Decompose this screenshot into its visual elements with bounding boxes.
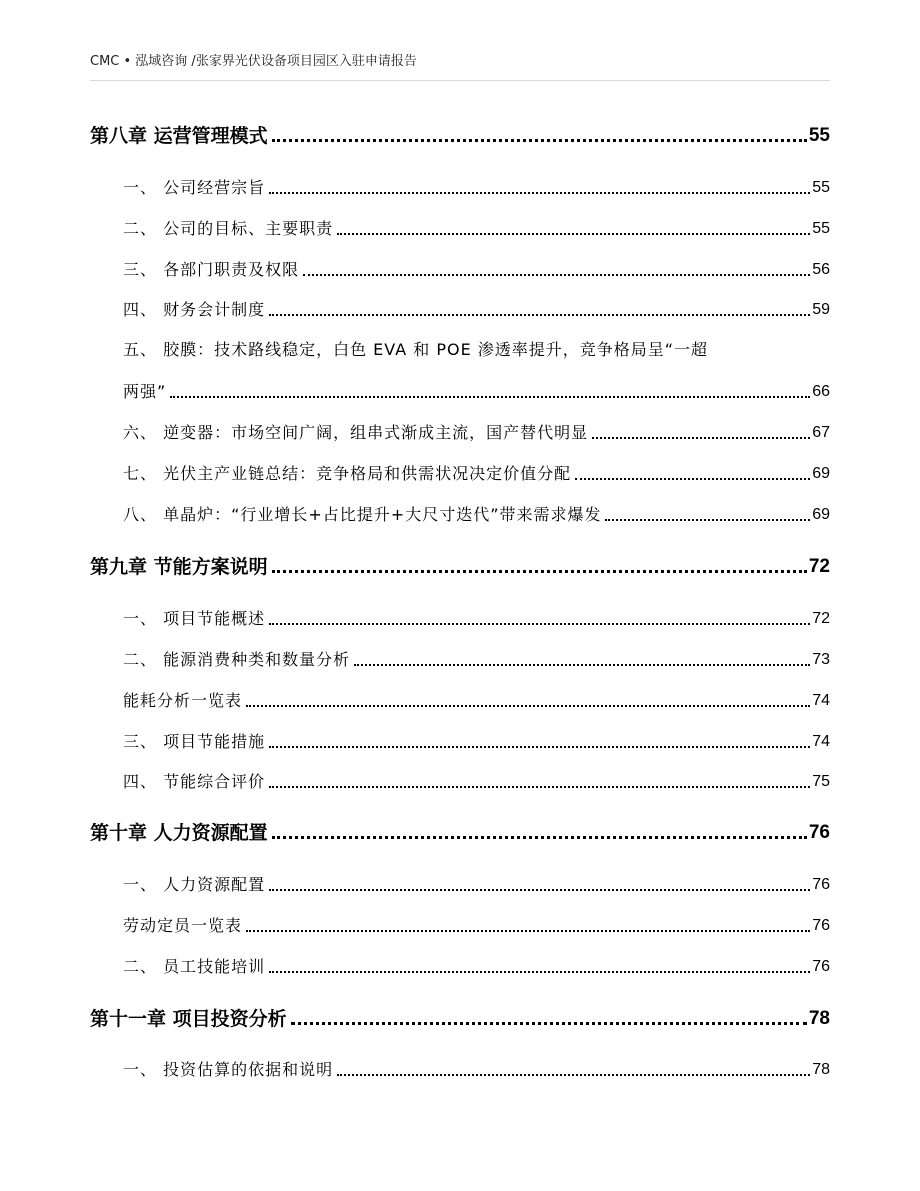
dot-leader (272, 836, 807, 839)
toc-entry-title: 第十一章 项目投资分析 (90, 1008, 287, 1030)
toc-entry-title: 第十章 人力资源配置 (90, 822, 268, 844)
toc-page-number: 76 (812, 876, 830, 893)
toc-entry-title: 两强” (123, 382, 167, 401)
toc-page-number: 72 (808, 556, 830, 577)
toc-page-number: 69 (812, 506, 830, 523)
toc-entry-chapter-9[interactable] (90, 554, 830, 580)
toc-entry-section[interactable] (90, 730, 830, 754)
toc-entry-section[interactable] (90, 955, 830, 979)
toc-entry-chapter-10[interactable] (90, 820, 830, 846)
toc-page-number: 55 (812, 179, 830, 196)
dot-leader (272, 139, 807, 142)
dot-leader (246, 705, 810, 707)
header-divider (90, 80, 830, 81)
toc-entry-title: 第九章 节能方案说明 (90, 556, 268, 578)
toc-entry-title: 一、 人力资源配置 (123, 875, 266, 894)
dot-leader (605, 519, 810, 521)
toc-page-number: 76 (812, 917, 830, 934)
dot-leader (170, 396, 810, 398)
toc-entry-section[interactable] (90, 258, 830, 282)
toc-entry-table[interactable] (90, 689, 830, 713)
toc-entry-title: 劳动定员一览表 (123, 916, 243, 935)
toc-entry-title: 五、 胶膜：技术路线稳定，白色 EVA 和 POE 渗透率提升，竞争格局呈“一超 (123, 340, 709, 359)
dot-leader (246, 930, 810, 932)
toc-entry-section[interactable] (90, 770, 830, 794)
toc-page-number: 66 (812, 383, 830, 400)
toc-entry-section-continuation[interactable] (90, 380, 830, 404)
dot-leader (269, 623, 810, 625)
toc-page-number: 75 (812, 773, 830, 790)
toc-page-number: 73 (812, 651, 830, 668)
toc-entry-title: 七、 光伏主产业链总结：竞争格局和供需状况决定价值分配 (123, 464, 572, 483)
toc-page-number: 59 (812, 301, 830, 318)
toc-entry-section[interactable] (90, 873, 830, 897)
toc-entry-title: 三、 各部门职责及权限 (123, 260, 300, 279)
toc-entry-title: 四、 节能综合评价 (123, 772, 266, 791)
toc-entry-section[interactable] (90, 421, 830, 445)
toc-entry-section[interactable] (90, 176, 830, 200)
dot-leader (269, 786, 810, 788)
toc-page-number: 74 (812, 692, 830, 709)
toc-page-number: 78 (808, 1008, 830, 1029)
toc-entry-title: 四、 财务会计制度 (123, 300, 266, 319)
toc-entry-title: 能耗分析一览表 (123, 691, 243, 710)
dot-leader (303, 274, 810, 276)
dot-leader (269, 192, 810, 194)
running-header: CMC • 泓域咨询 /张家界光伏设备项目园区入驻申请报告 (90, 54, 417, 69)
toc-page-number: 69 (812, 465, 830, 482)
toc-entry-section-wrapped[interactable] (90, 338, 830, 362)
toc-entry-section[interactable] (90, 298, 830, 322)
toc-entry-title: 第八章 运营管理模式 (90, 125, 268, 147)
toc-page-number: 76 (808, 822, 830, 843)
toc-entry-title: 一、 项目节能概述 (123, 609, 266, 628)
toc-page-number: 74 (812, 733, 830, 750)
toc-page-number: 78 (812, 1061, 830, 1078)
toc-entry-section[interactable] (90, 217, 830, 241)
dot-leader (337, 1074, 810, 1076)
toc-page-number: 76 (812, 958, 830, 975)
dot-leader (269, 746, 810, 748)
dot-leader (272, 570, 807, 573)
toc-entry-title: 八、 单晶炉：“行业增长+占比提升+大尺寸迭代”带来需求爆发 (123, 505, 602, 524)
dot-leader (269, 314, 810, 316)
toc-page-number: 55 (812, 220, 830, 237)
toc-entry-section[interactable] (90, 648, 830, 672)
dot-leader (592, 437, 810, 439)
toc-entry-title: 二、 员工技能培训 (123, 957, 266, 976)
toc-entry-section[interactable] (90, 607, 830, 631)
dot-leader (269, 889, 810, 891)
toc-entry-title: 一、 投资估算的依据和说明 (123, 1060, 334, 1079)
toc-entry-chapter-11[interactable] (90, 1006, 830, 1032)
toc-entry-section[interactable] (90, 1058, 830, 1082)
toc-entry-title: 一、 公司经营宗旨 (123, 178, 266, 197)
toc-entry-title: 二、 能源消费种类和数量分析 (123, 650, 351, 669)
toc-entry-title: 二、 公司的目标、主要职责 (123, 219, 334, 238)
toc-entry-title: 六、 逆变器：市场空间广阔，组串式渐成主流，国产替代明显 (123, 423, 589, 442)
toc-entry-section[interactable] (90, 503, 830, 527)
toc-entry-section[interactable] (90, 462, 830, 486)
dot-leader (291, 1022, 807, 1025)
toc-page-number: 72 (812, 610, 830, 627)
toc-entry-chapter-8[interactable] (90, 123, 830, 149)
toc-page-number: 56 (812, 261, 830, 278)
dot-leader (269, 971, 810, 973)
dot-leader (575, 478, 810, 480)
toc-entry-title: 三、 项目节能措施 (123, 732, 266, 751)
dot-leader (337, 233, 810, 235)
toc-page-number: 55 (808, 125, 830, 146)
toc-page-number: 67 (812, 424, 830, 441)
dot-leader (354, 664, 810, 666)
toc-entry-table[interactable] (90, 914, 830, 938)
